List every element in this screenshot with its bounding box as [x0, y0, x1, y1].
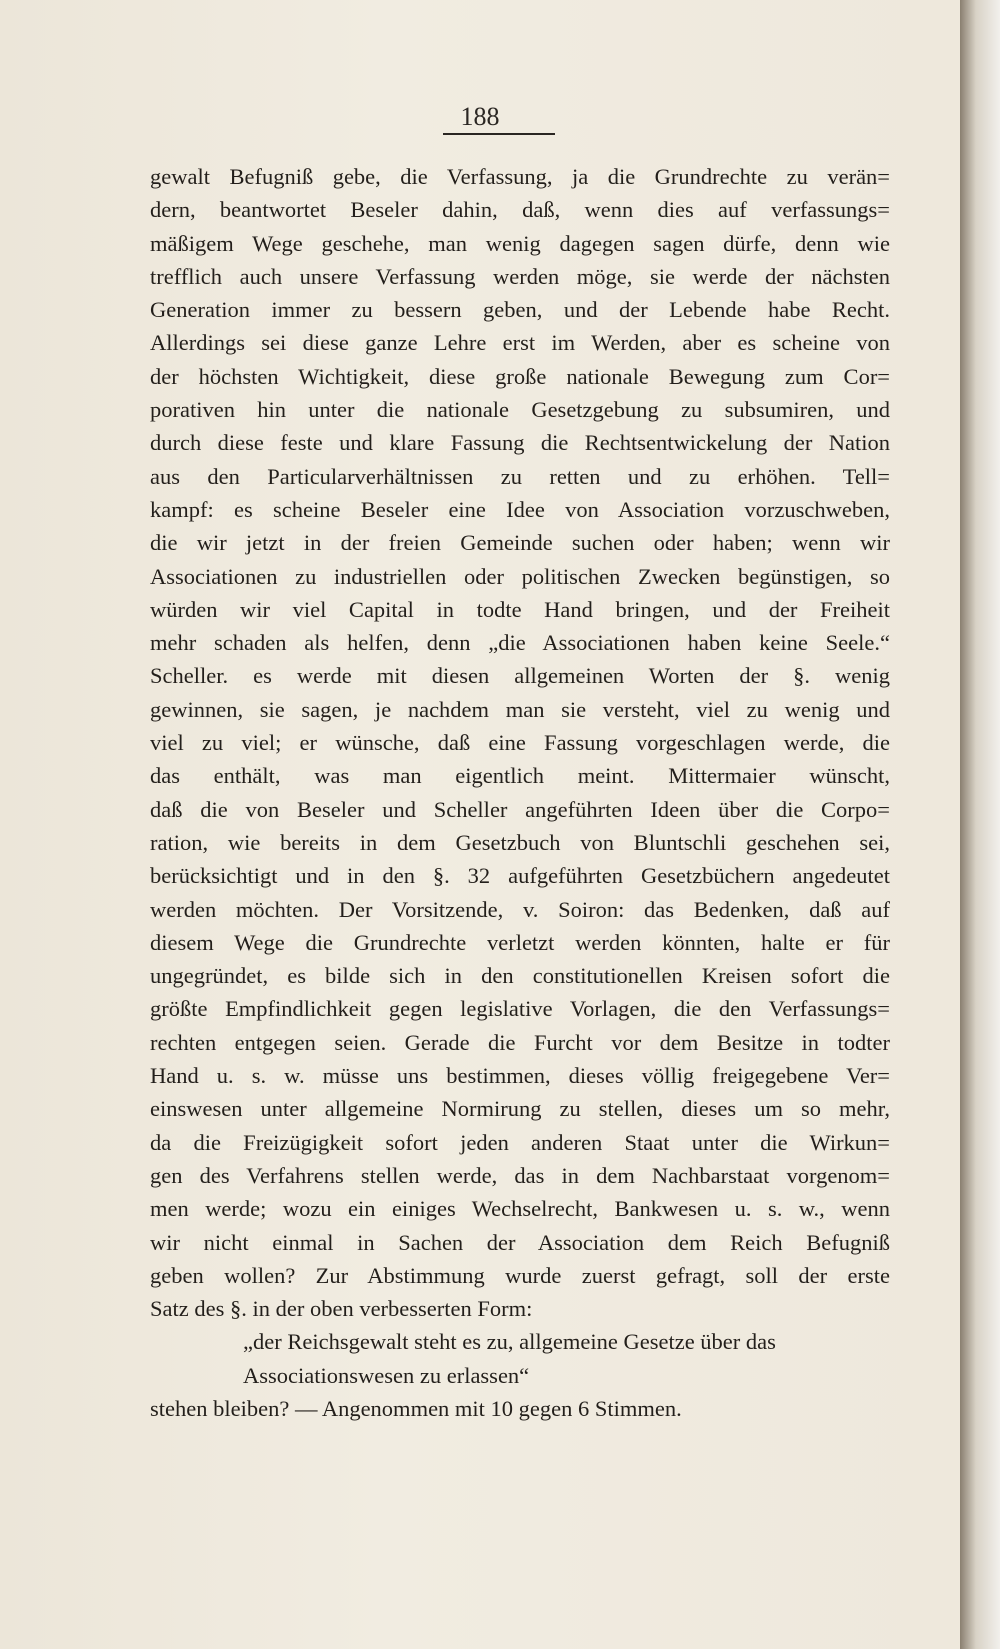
text-line: ration, wie bereits in dem Gesetzbuch von Bluntschli geschehen sei,: [150, 829, 890, 855]
text-line: Allerdings sei diese ganze Lehre erst im Werden, aber es scheine von: [150, 330, 890, 356]
text-line: da die Freizügigkeit sofort jeden anderen Staat unter die Wirkun=: [150, 1129, 890, 1155]
text-line: gen des Verfahrens stellen werde, das in dem Nachbarstaat vorgenom=: [150, 1162, 890, 1188]
text-line: mehr schaden als helfen, denn „die Associationen haben keine Seele.“: [150, 630, 890, 656]
text-line: gewinnen, sie sagen, je nachdem man sie versteht, viel zu wenig und: [150, 696, 890, 722]
text-line: mäßigem Wege geschehe, man wenig dagegen sagen dürfe, denn wie: [150, 230, 890, 256]
text-line: dern, beantwortet Beseler dahin, daß, wenn dies auf verfassungs=: [150, 197, 890, 223]
text-line: rechten entgegen seien. Gerade die Furcht vor dem Besitze in todter: [150, 1029, 890, 1055]
page-number: 188: [460, 102, 500, 131]
text-line: das enthält, was man eigentlich meint. Mittermaier wünscht,: [150, 763, 890, 789]
text-line: viel zu viel; er wünsche, daß eine Fassung vorgeschlagen werde, die: [150, 730, 890, 756]
text-line: Satz des §. in der oben verbesserten Form:: [150, 1296, 533, 1322]
text-line: kampf: es scheine Beseler eine Idee von Association vorzuschweben,: [150, 496, 890, 522]
text-line: men werde; wozu ein einiges Wechselrecht, Bankwesen u. s. w., wenn: [150, 1196, 890, 1222]
text-line: die wir jetzt in der freien Gemeinde suchen oder haben; wenn wir: [150, 530, 890, 556]
quote-line: Associationswesen zu erlassen“: [243, 1362, 530, 1388]
text-line: porativen hin unter die nationale Gesetzgebung zu subsumiren, und: [150, 397, 890, 423]
body-text: [150, 160, 890, 1425]
text-line: Generation immer zu bessern geben, und der Lebende habe Recht.: [150, 297, 890, 323]
text-line: stehen bleiben? — Angenommen mit 10 gegen 6 Stimmen.: [150, 1395, 682, 1421]
text-line: geben wollen? Zur Abstimmung wurde zuerst gefragt, soll der erste: [150, 1262, 890, 1288]
text-line: daß die von Beseler und Scheller angeführten Ideen über die Corpo=: [150, 796, 890, 822]
text-line: trefflich auch unsere Verfassung werden möge, sie werde der nächsten: [150, 263, 890, 289]
text-line: werden möchten. Der Vorsitzende, v. Soiron: das Bedenken, daß auf: [150, 896, 890, 922]
text-line: durch diese feste und klare Fassung die Rechtsentwickelung der Nation: [150, 430, 890, 456]
text-line: der höchsten Wichtigkeit, diese große nationale Bewegung zum Cor=: [150, 363, 890, 389]
text-line: Hand u. s. w. müsse uns bestimmen, dieses völlig freigegebene Ver=: [150, 1063, 890, 1089]
text-line: würden wir viel Capital in todte Hand bringen, und der Freiheit: [150, 596, 890, 622]
text-line: aus den Particularverhältnissen zu retten und zu erhöhen. Tell=: [150, 463, 890, 489]
text-line: ungegründet, es bilde sich in den constitutionellen Kreisen sofort die: [150, 963, 890, 989]
text-line: einswesen unter allgemeine Normirung zu stellen, dieses um so mehr,: [150, 1096, 890, 1122]
text-line: gewalt Befugniß gebe, die Verfassung, ja die Grundrechte zu verän=: [150, 164, 890, 189]
text-line: größte Empfindlichkeit gegen legislative Vorlagen, die den Verfassungs=: [150, 996, 890, 1022]
quote-line: „der Reichsgewalt steht es zu, allgemeine Gesetze über das: [243, 1329, 776, 1355]
text-line: diesem Wege die Grundrechte verletzt werden könnten, halte er für: [150, 929, 890, 955]
text-line: wir nicht einmal in Sachen der Association dem Reich Befugniß: [150, 1229, 890, 1255]
text-line: berücksichtigt und in den §. 32 aufgeführten Gesetzbüchern angedeutet: [150, 863, 890, 889]
header-rule: [443, 133, 555, 135]
book-spine-edge: [960, 0, 1000, 1649]
text-line: Scheller. es werde mit diesen allgemeinen Worten der §. wenig: [150, 663, 890, 689]
text-line: Associationen zu industriellen oder politischen Zwecken begünstigen, so: [150, 563, 890, 589]
